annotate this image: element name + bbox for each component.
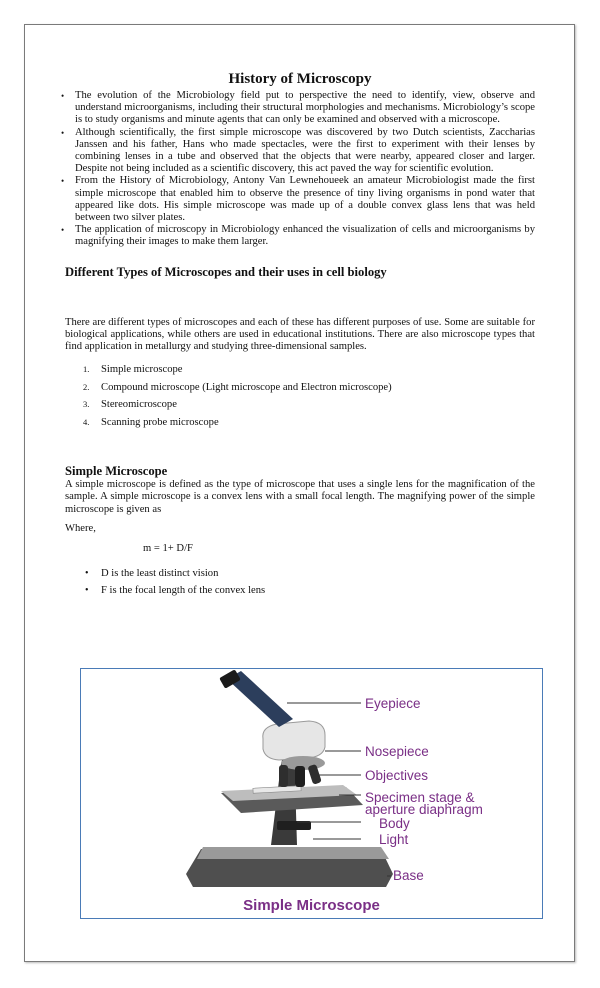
list-number: 1. (83, 364, 90, 375)
types-list-item (65, 414, 535, 432)
history-bullet: • Although scientifically, the first simple microscope was discovered by two Dutch scientists, Zaccharias Janssen and his father, Hans who made spectacles, were the first to experiment with their lenses by combining lenses in a tube and observed that the objects that were nearby, appeared closer and larger. Despite not being included as a scientific discovery, this act paved the way for scientific evolution. (59, 127, 535, 176)
label-light: Light (379, 832, 409, 847)
history-bullet-list (65, 90, 535, 249)
types-heading: Different Types of Microscopes and their uses in cell biology (65, 264, 387, 279)
list-number: 3. (83, 399, 90, 410)
types-list-item (65, 396, 535, 414)
microscope-figure (80, 668, 543, 919)
definition-item: • F is the focal length of the convex lens (65, 582, 535, 599)
history-bullet: • The application of microscopy in Microbiology enhanced the visualization of cells and microorganisms by magnifying their images to make them larger. (59, 224, 535, 248)
page-title: History of Microscopy (228, 71, 372, 87)
where-label: Where, (65, 522, 96, 534)
types-intro: There are different types of microscopes and each of these has different purposes of use. Some are suitable for biological applications, while others are used in educational institutions. There are also microscope types that find application in metallurgy and studying three-dimensional samples. (65, 316, 535, 353)
document-page (24, 24, 575, 962)
formula: m = 1+ D/F (143, 543, 193, 555)
list-text: Compound microscope (Light microscope and Electron microscope) (101, 381, 392, 393)
base-top (197, 847, 389, 859)
label-base: Base (393, 868, 424, 883)
simple-text: A simple microscope is defined as the type of microscope that uses a single lens for the magnification of the sample. A simple microscope is a convex lens with a small focal length. The magnifying power of the simple microscope is given as (65, 479, 535, 515)
head-shape (263, 721, 325, 760)
definitions-list (65, 565, 535, 599)
simple-heading: Simple Microscope (65, 464, 168, 479)
types-list-item (65, 379, 535, 397)
list-number: 4. (83, 416, 90, 427)
label-nosepiece: Nosepiece (365, 744, 429, 759)
objective-shape (279, 765, 288, 787)
types-list-item (65, 361, 535, 379)
list-text: Scanning probe microscope (101, 416, 219, 428)
objective-shape (295, 766, 305, 787)
list-number: 2. (83, 381, 90, 392)
label-objectives: Objectives (365, 768, 429, 783)
list-text: Simple microscope (101, 364, 183, 376)
list-text: Stereomicroscope (101, 399, 177, 411)
label-eyepiece: Eyepiece (365, 696, 421, 711)
definition-item: • D is the least distinct vision (65, 565, 535, 582)
history-bullet: • From the History of Microbiology, Antony Van Lewnehoueek an amateur Microbiologist made the first simple microscope that enabled him to observe the presence of tiny living organisms in pond water that appeared like dots. His simple microscope was made up of a double convex glass lens that was held between two silver plates. (59, 175, 535, 224)
history-bullet: • The evolution of the Microbiology field put to perspective the need to identify, view, observe and understand microorganisms, including their structural morphologies and mechanisms. Microbiology’s scope is to study organisms and minute agents that can only be examined and observed with a microscope. (59, 90, 535, 127)
label-body: Body (379, 816, 410, 831)
label-stage-2: aperture diaphragm (365, 802, 483, 817)
types-list (65, 361, 535, 431)
figure-caption: Simple Microscope (243, 897, 380, 914)
label-stage-1: Specimen stage & (365, 790, 475, 805)
document-content (65, 71, 535, 599)
